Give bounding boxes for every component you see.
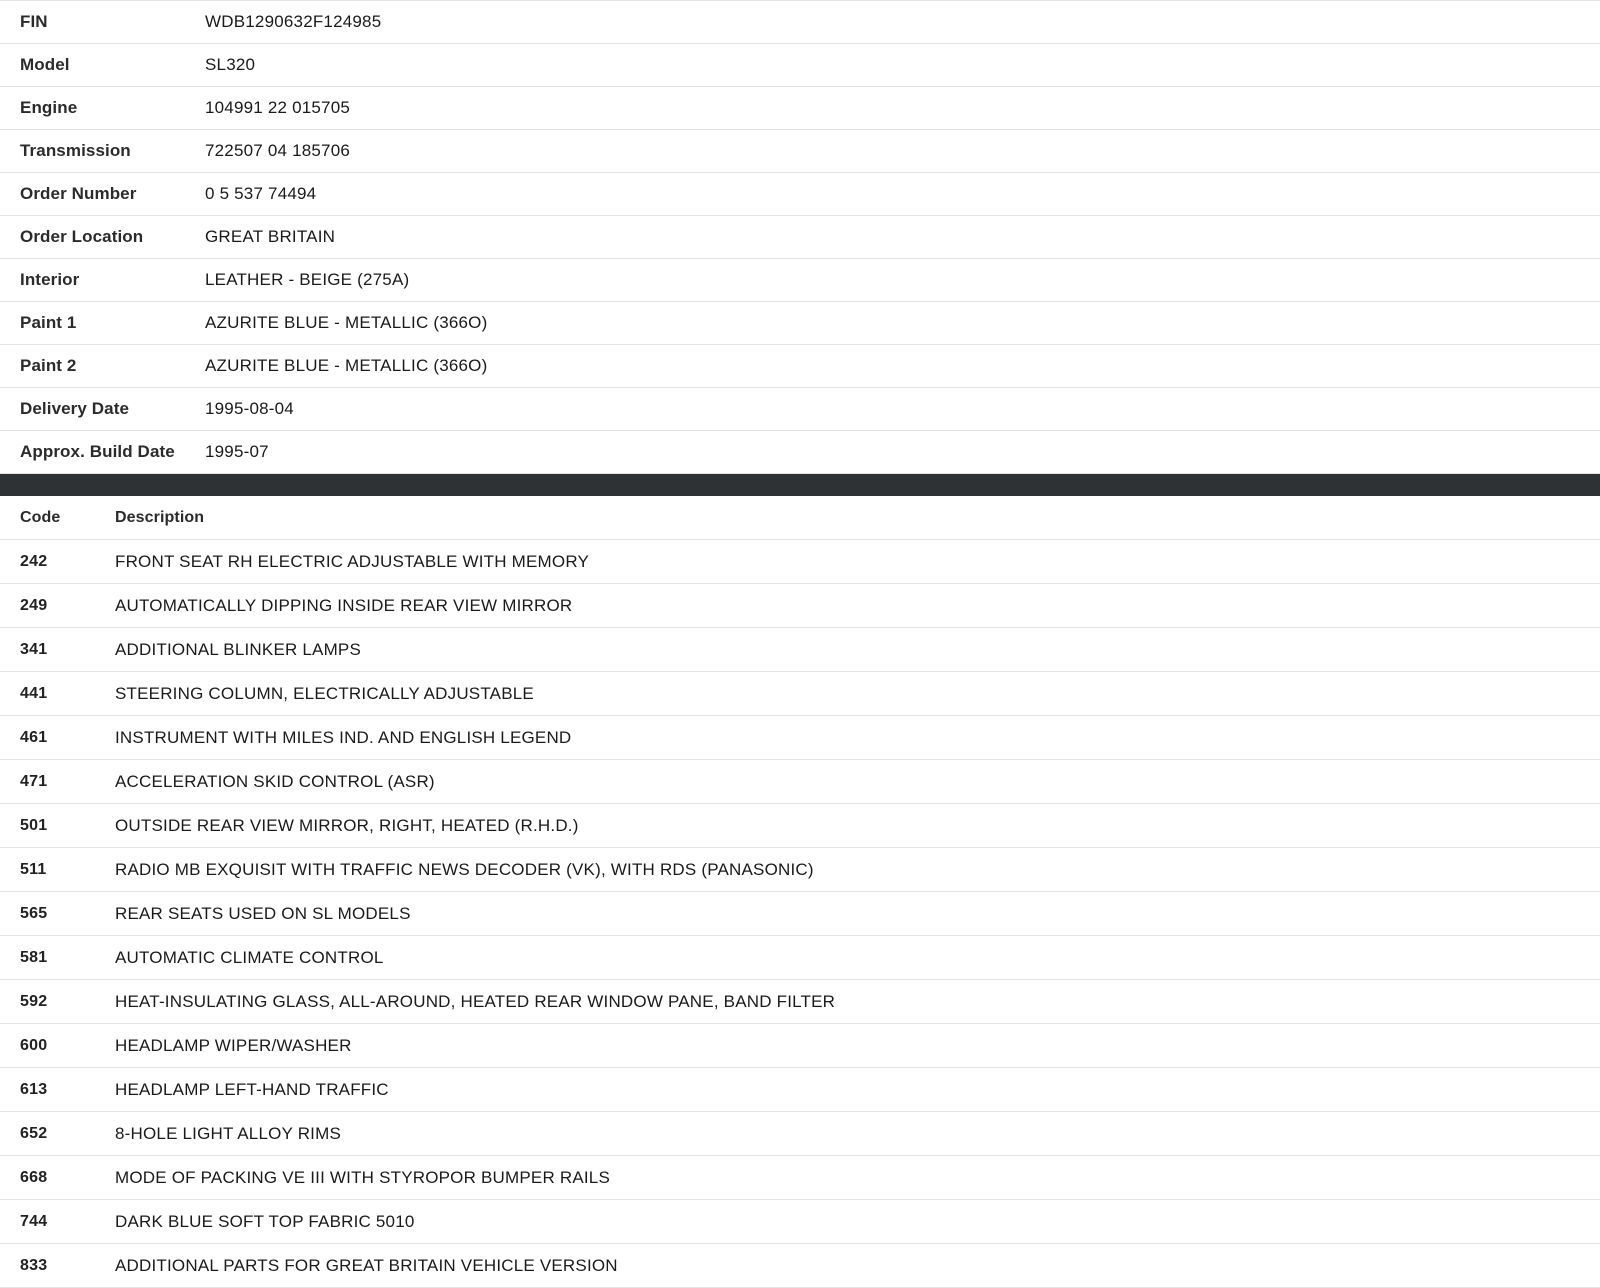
- spec-row: [0, 1, 1600, 44]
- option-code: 341: [20, 641, 48, 658]
- option-code: 600: [20, 1037, 48, 1054]
- table-row: [0, 1156, 1600, 1200]
- option-description: 8-HOLE LIGHT ALLOY RIMS: [115, 1124, 341, 1143]
- table-row: [0, 584, 1600, 628]
- spec-value: AZURITE BLUE - METALLIC (366O): [205, 313, 488, 332]
- option-code: 461: [20, 729, 48, 746]
- spec-label: FIN: [20, 12, 48, 31]
- spec-row: [0, 259, 1600, 302]
- spec-label: Model: [20, 55, 70, 74]
- option-code: 565: [20, 905, 48, 922]
- option-code: 249: [20, 597, 48, 614]
- spec-row: [0, 173, 1600, 216]
- spec-value: GREAT BRITAIN: [205, 227, 336, 246]
- option-code: 833: [20, 1257, 48, 1274]
- option-code: 581: [20, 949, 48, 966]
- column-header-code: Code: [20, 509, 61, 526]
- spec-value: 104991 22 015705: [205, 98, 351, 117]
- option-code: 744: [20, 1213, 48, 1230]
- spec-row: [0, 431, 1600, 474]
- options-table: [0, 496, 1600, 1288]
- table-row: [0, 1068, 1600, 1112]
- spec-label: Interior: [20, 270, 80, 289]
- spec-row: [0, 345, 1600, 388]
- spec-value: 1995-08-04: [205, 399, 294, 418]
- spec-value: SL320: [205, 55, 256, 74]
- option-description: INSTRUMENT WITH MILES IND. AND ENGLISH LEGEND: [115, 728, 572, 747]
- option-description: REAR SEATS USED ON SL MODELS: [115, 904, 411, 923]
- vehicle-spec-body: [0, 1, 1600, 474]
- spec-value: 1995-07: [205, 442, 269, 461]
- table-row: [0, 540, 1600, 584]
- spec-label: Approx. Build Date: [20, 442, 175, 461]
- spec-value: WDB1290632F124985: [205, 12, 382, 31]
- option-description: AUTOMATICALLY DIPPING INSIDE REAR VIEW MIRROR: [115, 596, 573, 615]
- spec-row: [0, 216, 1600, 259]
- option-description: AUTOMATIC CLIMATE CONTROL: [115, 948, 384, 967]
- option-description: MODE OF PACKING VE III WITH STYROPOR BUMPER RAILS: [115, 1168, 610, 1187]
- option-description: HEADLAMP LEFT-HAND TRAFFIC: [115, 1080, 389, 1099]
- options-header-row: [0, 496, 1600, 540]
- table-row: [0, 716, 1600, 760]
- options-table-body: [0, 540, 1600, 1288]
- option-code: 242: [20, 553, 48, 570]
- option-description: HEAT-INSULATING GLASS, ALL-AROUND, HEATED REAR WINDOW PANE, BAND FILTER: [115, 992, 836, 1011]
- spec-row: [0, 130, 1600, 173]
- table-row: [0, 892, 1600, 936]
- spec-value: 722507 04 185706: [205, 141, 351, 160]
- spec-value: AZURITE BLUE - METALLIC (366O): [205, 356, 488, 375]
- table-row: [0, 1244, 1600, 1288]
- table-row: [0, 936, 1600, 980]
- option-description: DARK BLUE SOFT TOP FABRIC 5010: [115, 1212, 415, 1231]
- table-row: [0, 760, 1600, 804]
- option-description: FRONT SEAT RH ELECTRIC ADJUSTABLE WITH MEMORY: [115, 552, 590, 571]
- table-row: [0, 1112, 1600, 1156]
- spec-row: [0, 388, 1600, 431]
- option-description: STEERING COLUMN, ELECTRICALLY ADJUSTABLE: [115, 684, 534, 703]
- section-divider-band: [0, 474, 1600, 496]
- spec-label: Engine: [20, 98, 78, 117]
- option-code: 441: [20, 685, 48, 702]
- option-description: ACCELERATION SKID CONTROL (ASR): [115, 772, 435, 791]
- spec-label: Order Location: [20, 227, 144, 246]
- spec-row: [0, 44, 1600, 87]
- spec-label: Paint 2: [20, 356, 77, 375]
- option-code: 613: [20, 1081, 48, 1098]
- option-code: 511: [20, 861, 47, 878]
- table-row: [0, 628, 1600, 672]
- option-code: 501: [20, 817, 48, 834]
- option-description: OUTSIDE REAR VIEW MIRROR, RIGHT, HEATED (R.H.D.): [115, 816, 579, 835]
- column-header-description: Description: [115, 509, 205, 526]
- table-row: [0, 848, 1600, 892]
- option-code: 652: [20, 1125, 48, 1142]
- spec-label: Delivery Date: [20, 399, 130, 418]
- options-table-header: [0, 496, 1600, 540]
- option-description: ADDITIONAL BLINKER LAMPS: [115, 640, 362, 659]
- option-description: HEADLAMP WIPER/WASHER: [115, 1036, 352, 1055]
- table-row: [0, 1200, 1600, 1244]
- option-code: 668: [20, 1169, 48, 1186]
- table-row: [0, 804, 1600, 848]
- table-row: [0, 1024, 1600, 1068]
- spec-value: 0 5 537 74494: [205, 184, 317, 203]
- spec-row: [0, 87, 1600, 130]
- option-code: 471: [20, 773, 48, 790]
- spec-label: Order Number: [20, 184, 137, 203]
- option-description: RADIO MB EXQUISIT WITH TRAFFIC NEWS DECODER (VK), WITH RDS (PANASONIC): [115, 860, 814, 879]
- spec-value: LEATHER - BEIGE (275A): [205, 270, 410, 289]
- option-description: ADDITIONAL PARTS FOR GREAT BRITAIN VEHICLE VERSION: [115, 1256, 618, 1275]
- option-code: 592: [20, 993, 48, 1010]
- spec-label: Paint 1: [20, 313, 77, 332]
- table-row: [0, 980, 1600, 1024]
- spec-row: [0, 302, 1600, 345]
- spec-label: Transmission: [20, 141, 131, 160]
- table-row: [0, 672, 1600, 716]
- vehicle-spec-table: [0, 0, 1600, 474]
